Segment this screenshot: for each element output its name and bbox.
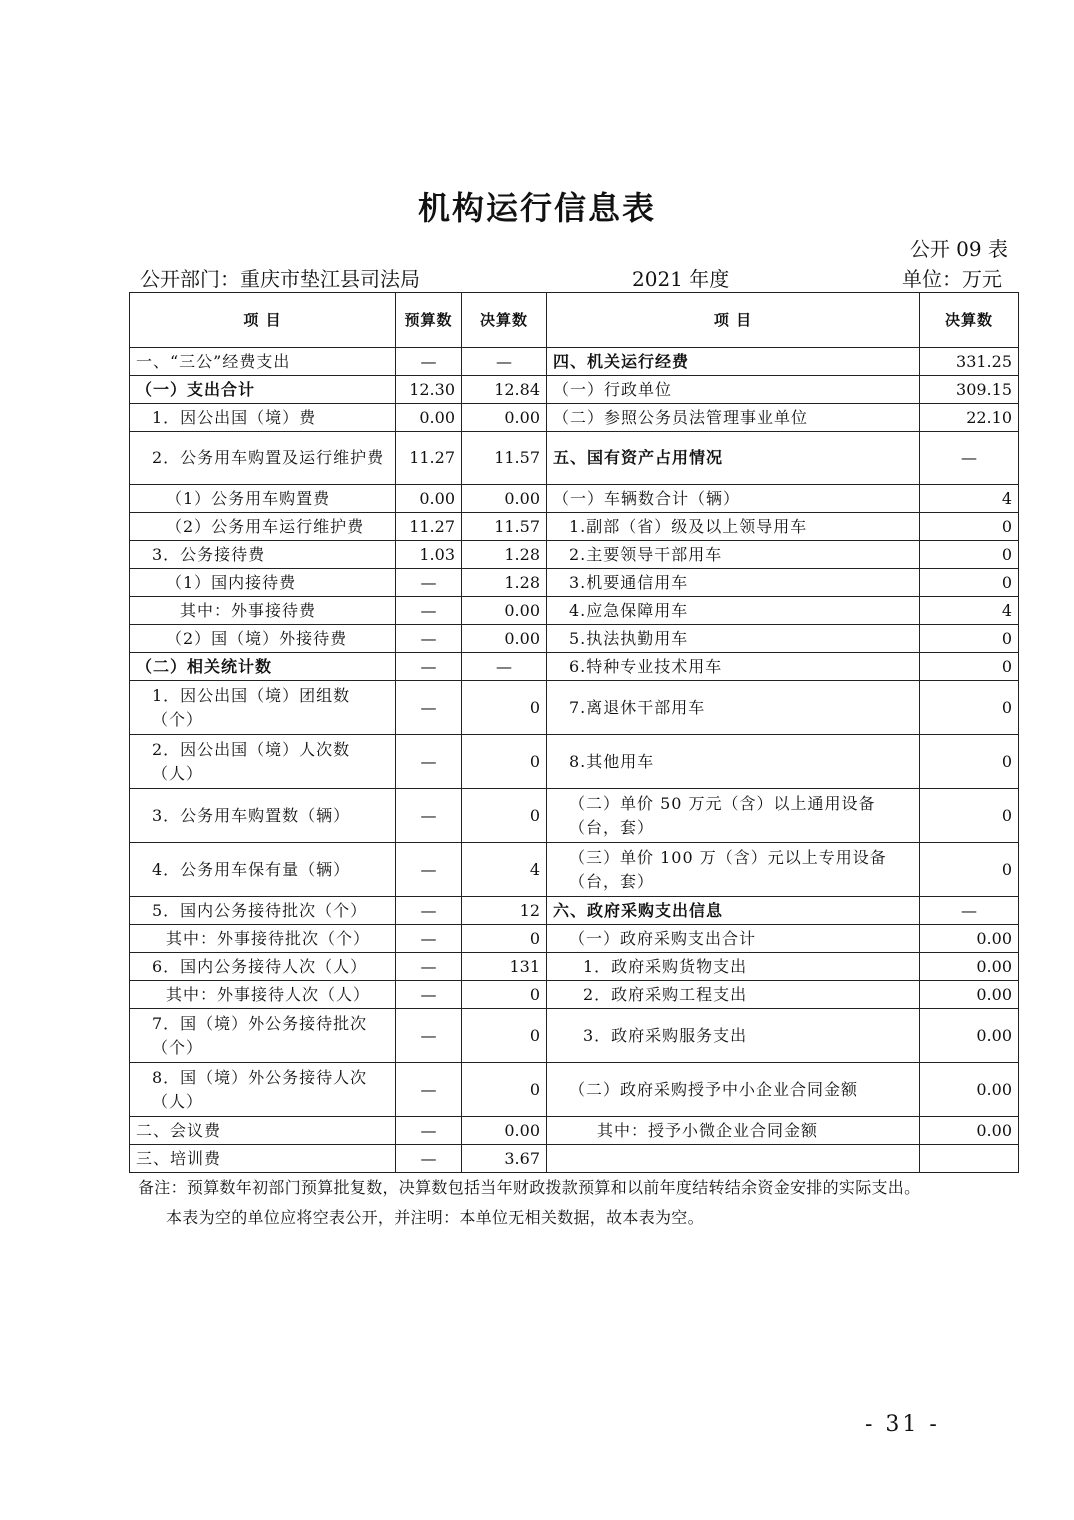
department-label: 公开部门：重庆市垫江县司法局 [140, 267, 420, 291]
row-final: 0.00 [462, 597, 547, 625]
row-budget: — [396, 1117, 462, 1145]
row-budget: — [396, 843, 462, 897]
row-value-right: 0 [920, 541, 1019, 569]
table-row [130, 681, 1019, 735]
row-item: 8．国（境）外公务接待人次（人） [130, 1063, 396, 1117]
row-item-right: （一）车辆数合计（辆） [547, 485, 920, 513]
table-row [130, 953, 1019, 981]
table-row [130, 432, 1019, 485]
table-row [130, 625, 1019, 653]
table-row [130, 735, 1019, 789]
row-budget: — [396, 1009, 462, 1063]
row-item-right: （三）单价 100 万（含）元以上专用设备（台，套） [547, 843, 920, 897]
row-budget: — [396, 1063, 462, 1117]
row-final: — [462, 653, 547, 681]
row-final: 0 [462, 925, 547, 953]
row-item-right: 7.离退休干部用车 [547, 681, 920, 735]
fiscal-year: 2021 年度 [632, 267, 730, 291]
row-value-right: 4 [920, 485, 1019, 513]
row-item: 三、培训费 [130, 1145, 396, 1173]
table-row [130, 789, 1019, 843]
table-row [130, 513, 1019, 541]
row-value-right: 0 [920, 735, 1019, 789]
row-value-right: 0.00 [920, 1009, 1019, 1063]
row-budget: — [396, 953, 462, 981]
row-item-right: 3．政府采购服务支出 [547, 1009, 920, 1063]
row-value-right: 0 [920, 569, 1019, 597]
row-value-right: — [920, 897, 1019, 925]
header-final: 决算数 [462, 293, 547, 348]
row-final: 0.00 [462, 1117, 547, 1145]
table-row [130, 1117, 1019, 1145]
row-budget: — [396, 925, 462, 953]
row-item-right: （二）政府采购授予中小企业合同金额 [547, 1063, 920, 1117]
row-item: 3．公务接待费 [130, 541, 396, 569]
row-item-right: 五、国有资产占用情况 [547, 432, 920, 485]
table-row [130, 569, 1019, 597]
row-item-right: 4.应急保障用车 [547, 597, 920, 625]
row-item-right: （二）参照公务员法管理事业单位 [547, 404, 920, 432]
footnote-remark: 备注：预算数年初部门预算批复数，决算数包括当年财政拨款预算和以前年度结转结余资金安排的实际支出。 [138, 1178, 921, 1197]
row-item-right: 四、机关运行经费 [547, 348, 920, 376]
row-item: （2）公务用车运行维护费 [130, 513, 396, 541]
table-row [130, 541, 1019, 569]
row-final: 4 [462, 843, 547, 897]
row-final: 3.67 [462, 1145, 547, 1173]
row-item: 4．公务用车保有量（辆） [130, 843, 396, 897]
page-number: - 31 - [865, 1412, 940, 1437]
row-item-right: 3.机要通信用车 [547, 569, 920, 597]
row-item-right: 1.副部（省）级及以上领导用车 [547, 513, 920, 541]
row-item: 2．公务用车购置及运行维护费 [130, 432, 396, 485]
row-budget: — [396, 348, 462, 376]
row-item-right: （一）政府采购支出合计 [547, 925, 920, 953]
page-title: 机构运行信息表 [417, 189, 656, 227]
row-final: 11.57 [462, 513, 547, 541]
row-final: 0 [462, 681, 547, 735]
row-value-right: 4 [920, 597, 1019, 625]
row-item: 6．国内公务接待人次（人） [130, 953, 396, 981]
row-value-right [920, 1145, 1019, 1173]
row-value-right: 0 [920, 789, 1019, 843]
form-number: 公开 09 表 [909, 237, 1008, 261]
row-value-right: 0.00 [920, 1117, 1019, 1145]
row-value-right: 309.15 [920, 376, 1019, 404]
row-item: 1．因公出国（境）团组数（个） [130, 681, 396, 735]
header-item-right: 项 目 [547, 293, 920, 348]
row-final: 0.00 [462, 485, 547, 513]
row-final: 131 [462, 953, 547, 981]
row-budget: — [396, 681, 462, 735]
row-item: 二、会议费 [130, 1117, 396, 1145]
row-final: 11.57 [462, 432, 547, 485]
table-row [130, 897, 1019, 925]
row-item-right: 六、政府采购支出信息 [547, 897, 920, 925]
row-value-right: 0.00 [920, 953, 1019, 981]
row-value-right: 0.00 [920, 981, 1019, 1009]
row-budget: — [396, 789, 462, 843]
row-item: 一、“三公”经费支出 [130, 348, 396, 376]
row-item: 其中：外事接待费 [130, 597, 396, 625]
row-item-right: 1．政府采购货物支出 [547, 953, 920, 981]
row-final: 0.00 [462, 625, 547, 653]
row-value-right: 0 [920, 843, 1019, 897]
row-final: — [462, 348, 547, 376]
row-budget: — [396, 653, 462, 681]
row-item-right: 8.其他用车 [547, 735, 920, 789]
row-value-right: 0 [920, 625, 1019, 653]
row-final: 0 [462, 1063, 547, 1117]
row-budget: 11.27 [396, 513, 462, 541]
row-value-right: 0 [920, 513, 1019, 541]
row-budget: 1.03 [396, 541, 462, 569]
table-row [130, 597, 1019, 625]
row-value-right: 331.25 [920, 348, 1019, 376]
row-final: 0 [462, 789, 547, 843]
row-budget: — [396, 981, 462, 1009]
row-item-right: （二）单价 50 万元（含）以上通用设备（台，套） [547, 789, 920, 843]
row-item: 5．国内公务接待批次（个） [130, 897, 396, 925]
row-item-right: （一）行政单位 [547, 376, 920, 404]
row-final: 0 [462, 1009, 547, 1063]
row-value-right: 22.10 [920, 404, 1019, 432]
operations-info-table [129, 292, 1019, 1173]
row-budget: — [396, 897, 462, 925]
row-final: 1.28 [462, 569, 547, 597]
row-budget: — [396, 569, 462, 597]
row-item: （1）国内接待费 [130, 569, 396, 597]
row-item: 2．因公出国（境）人次数（人） [130, 735, 396, 789]
header-final-right: 决算数 [920, 293, 1019, 348]
header-item: 项 目 [130, 293, 396, 348]
row-item: （2）国（境）外接待费 [130, 625, 396, 653]
table-row [130, 981, 1019, 1009]
table-row [130, 1009, 1019, 1063]
row-item: （二）相关统计数 [130, 653, 396, 681]
row-final: 0.00 [462, 404, 547, 432]
row-final: 0 [462, 735, 547, 789]
row-item-right: 6.特种专业技术用车 [547, 653, 920, 681]
table-header-row [130, 293, 1019, 348]
row-budget: 11.27 [396, 432, 462, 485]
table-row [130, 1063, 1019, 1117]
footnote-empty-table: 本表为空的单位应将空表公开，并注明：本单位无相关数据，故本表为空。 [166, 1208, 704, 1227]
table-row [130, 653, 1019, 681]
table-row [130, 925, 1019, 953]
table-row [130, 348, 1019, 376]
row-item: （一）支出合计 [130, 376, 396, 404]
row-final: 12.84 [462, 376, 547, 404]
row-budget: 0.00 [396, 485, 462, 513]
row-value-right: 0 [920, 681, 1019, 735]
table-row [130, 1145, 1019, 1173]
row-value-right: 0.00 [920, 925, 1019, 953]
row-value-right: 0 [920, 653, 1019, 681]
row-budget: — [396, 1145, 462, 1173]
table-row [130, 485, 1019, 513]
row-item: （1）公务用车购置费 [130, 485, 396, 513]
row-final: 1.28 [462, 541, 547, 569]
row-budget: — [396, 625, 462, 653]
row-budget: 12.30 [396, 376, 462, 404]
row-budget: — [396, 735, 462, 789]
row-item-right: 2.主要领导干部用车 [547, 541, 920, 569]
row-final: 0 [462, 981, 547, 1009]
row-item: 3．公务用车购置数（辆） [130, 789, 396, 843]
row-item-right: 其中：授予小微企业合同金额 [547, 1117, 920, 1145]
row-item: 1．因公出国（境）费 [130, 404, 396, 432]
row-budget: — [396, 597, 462, 625]
table-row [130, 376, 1019, 404]
row-item-right [547, 1145, 920, 1173]
row-item-right: 2．政府采购工程支出 [547, 981, 920, 1009]
table-row [130, 843, 1019, 897]
header-budget: 预算数 [396, 293, 462, 348]
row-item: 其中：外事接待人次（人） [130, 981, 396, 1009]
row-final: 12 [462, 897, 547, 925]
row-item-right: 5.执法执勤用车 [547, 625, 920, 653]
row-budget: 0.00 [396, 404, 462, 432]
row-value-right: — [920, 432, 1019, 485]
table-row [130, 404, 1019, 432]
row-item: 其中：外事接待批次（个） [130, 925, 396, 953]
row-item: 7．国（境）外公务接待批次（个） [130, 1009, 396, 1063]
currency-unit: 单位：万元 [902, 267, 1002, 291]
row-value-right: 0.00 [920, 1063, 1019, 1117]
